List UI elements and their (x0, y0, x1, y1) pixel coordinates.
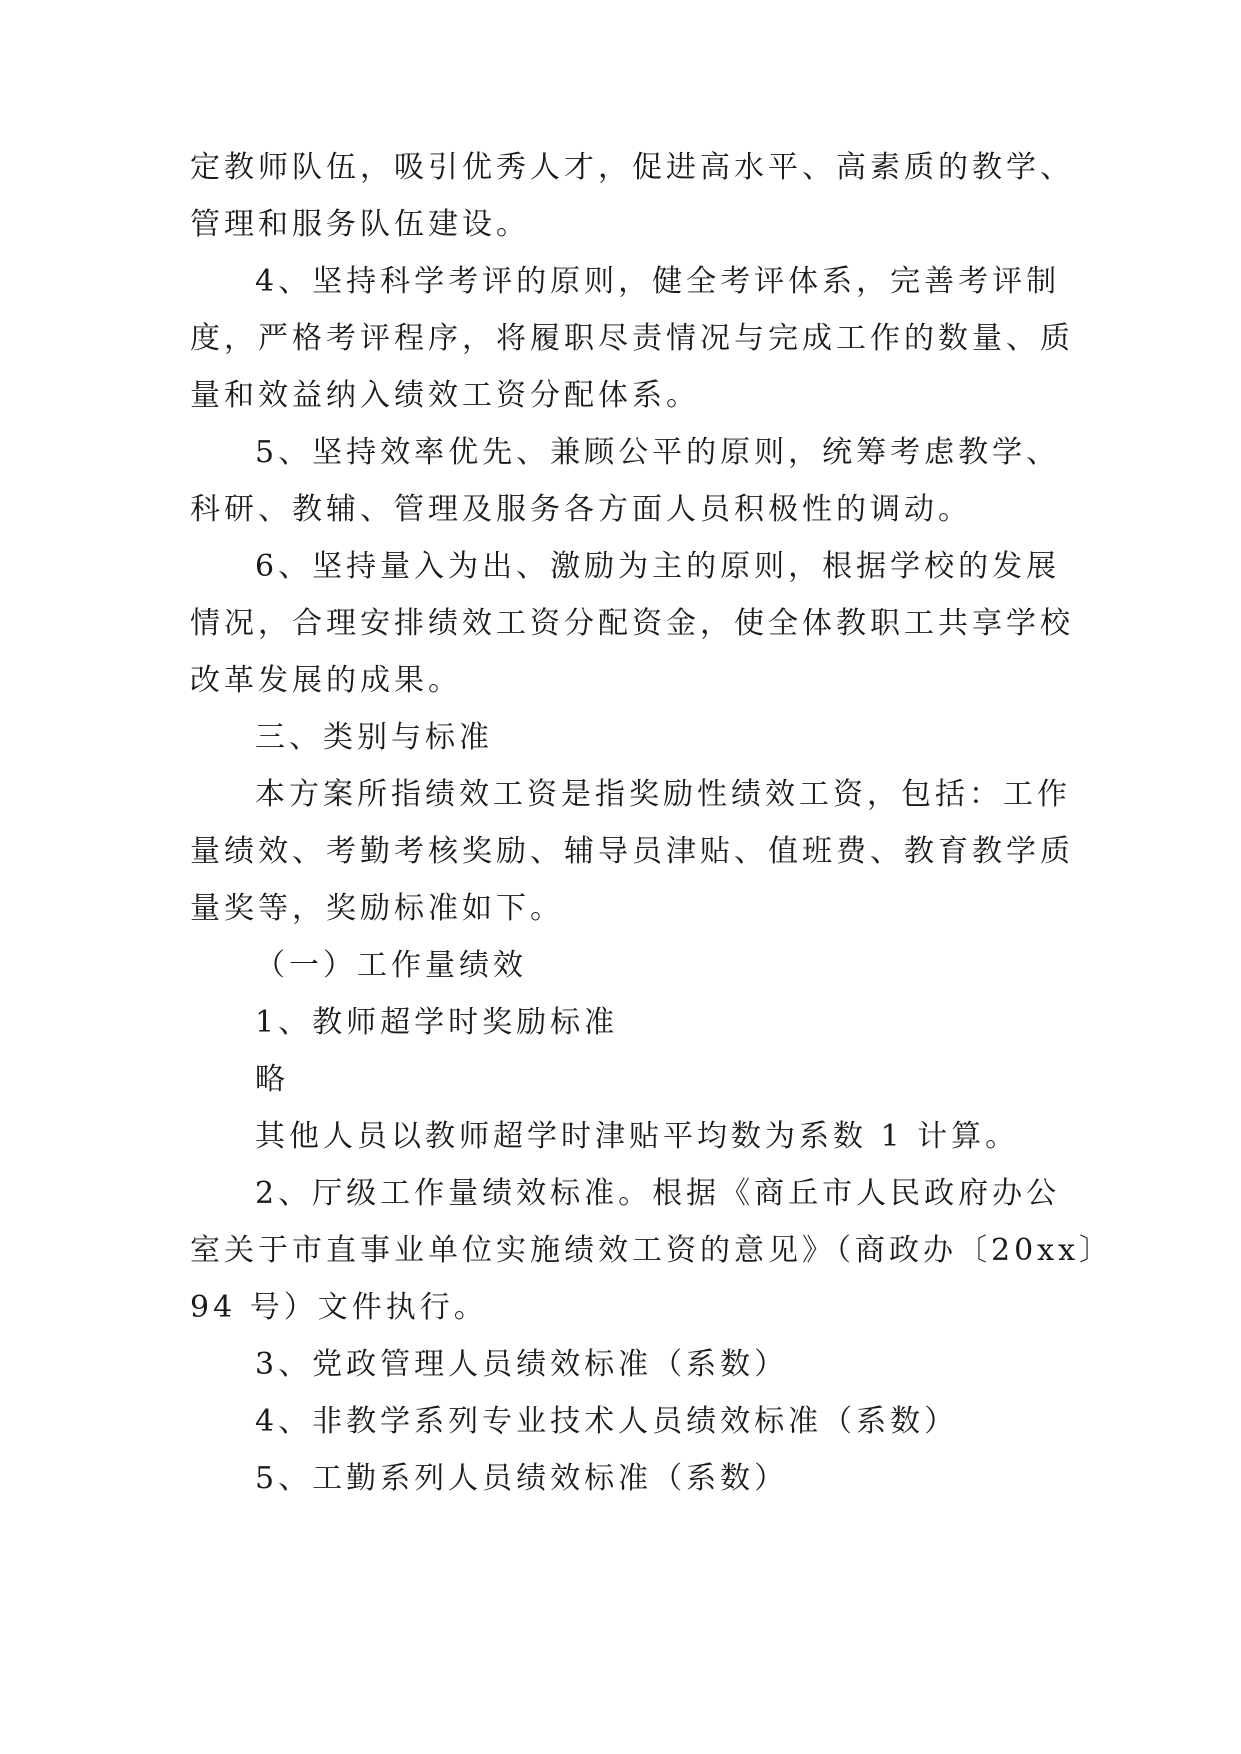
paragraph-line: 情况，合理安排绩效工资分配资金，使全体教职工共享学校 (190, 606, 1074, 641)
paragraph-line: 量和效益纳入绩效工资分配体系。 (190, 378, 700, 413)
paragraph-line: 略 (255, 1062, 289, 1097)
paragraph-line: 2、厅级工作量绩效标准。根据《商丘市人民政府办公 (255, 1176, 1061, 1211)
section-heading: 三、类别与标准 (255, 720, 493, 755)
paragraph-line: 定教师队伍，吸引优秀人才，促进高水平、高素质的教学、 (190, 150, 1074, 185)
paragraph-line: 5、坚持效率优先、兼顾公平的原则，统筹考虑教学、 (255, 435, 1061, 470)
paragraph-line: 改革发展的成果。 (190, 663, 462, 698)
paragraph-line: 4、非教学系列专业技术人员绩效标准（系数） (255, 1404, 959, 1439)
paragraph-line: 5、工勤系列人员绩效标准（系数） (255, 1461, 789, 1496)
paragraph-line: 量绩效、考勤考核奖励、辅导员津贴、值班费、教育教学质 (190, 834, 1074, 869)
paragraph-line: 94 号）文件执行。 (190, 1290, 488, 1325)
subsection-heading: （一）工作量绩效 (255, 948, 527, 983)
paragraph-line: 3、党政管理人员绩效标准（系数） (255, 1347, 789, 1382)
paragraph-line: 6、坚持量入为出、激励为主的原则，根据学校的发展 (255, 549, 1061, 584)
paragraph-line: 本方案所指绩效工资是指奖励性绩效工资，包括：工作 (255, 777, 1071, 812)
paragraph-line: 科研、教辅、管理及服务各方面人员积极性的调动。 (190, 492, 972, 527)
paragraph-line: 度，严格考评程序，将履职尽责情况与完成工作的数量、质 (190, 321, 1074, 356)
paragraph-line: 其他人员以教师超学时津贴平均数为系数 1 计算。 (255, 1119, 1020, 1154)
paragraph-line: 4、坚持科学考评的原则，健全考评体系，完善考评制 (255, 264, 1061, 299)
paragraph-line: 室关于市直事业单位实施绩效工资的意见》（商政办〔20xx〕 (190, 1233, 1114, 1268)
paragraph-line: 管理和服务队伍建设。 (190, 207, 530, 242)
paragraph-line: 1、教师超学时奖励标准 (255, 1005, 619, 1040)
paragraph-line: 量奖等，奖励标准如下。 (190, 891, 564, 926)
